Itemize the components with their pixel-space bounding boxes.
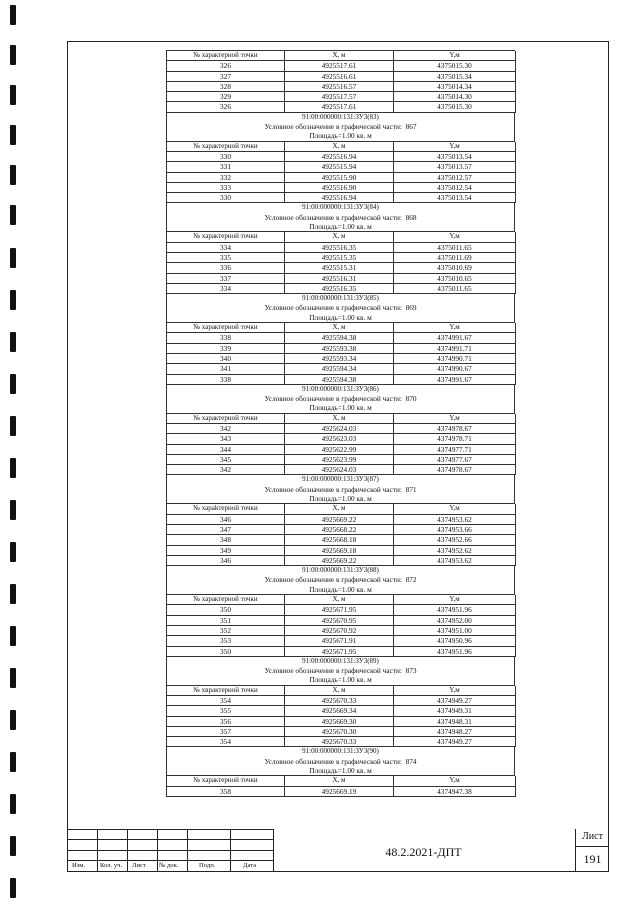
coordinates-grid	[166, 141, 515, 204]
y-coordinate: 4375015.34	[394, 72, 516, 82]
y-coordinate: 4374990.67	[394, 364, 516, 374]
x-coordinate: 4925622.99	[285, 445, 394, 455]
point-number: 342	[167, 465, 285, 475]
point-number: 349	[167, 546, 285, 556]
coordinates-grid	[166, 413, 515, 476]
header-x: X, м	[285, 142, 394, 152]
point-number: 337	[167, 274, 285, 284]
y-coordinate: 4374953.62	[394, 515, 516, 525]
binding-mark	[10, 668, 16, 688]
header-y: Y,м	[394, 414, 516, 424]
x-coordinate: 4925517.57	[285, 92, 394, 102]
condition-line	[167, 666, 514, 675]
sheet-number: 191	[583, 852, 602, 866]
x-coordinate: 4925670.30	[285, 727, 394, 737]
binding-mark	[10, 878, 16, 898]
point-number: 339	[167, 344, 285, 354]
y-coordinate: 4375013.57	[394, 162, 516, 172]
point-number: 327	[167, 72, 285, 82]
x-coordinate: 4925516.94	[285, 193, 394, 203]
x-coordinate: 4925623.03	[285, 434, 394, 444]
condition-prefix: Условное обозначение в графической части:	[264, 212, 402, 222]
condition-line	[167, 575, 514, 584]
x-coordinate: 4925669.30	[285, 717, 394, 727]
x-coordinate: 4925516.94	[285, 152, 394, 162]
section-info	[166, 475, 515, 503]
header-x: X, м	[285, 232, 394, 242]
point-number: 354	[167, 696, 285, 706]
binding-mark	[10, 626, 16, 646]
header-point: № характерной точки	[167, 142, 285, 152]
y-coordinate: 4374978.71	[394, 434, 516, 444]
binding-mark	[10, 584, 16, 604]
header-y: Y,м	[394, 323, 516, 333]
coordinates-table	[166, 50, 515, 797]
header-point: № характерной точки	[167, 232, 285, 242]
y-coordinate: 4374978.67	[394, 465, 516, 475]
point-number: 345	[167, 455, 285, 465]
y-coordinate: 4374952.66	[394, 535, 516, 545]
condition-prefix: Условное обозначение в графической части:	[264, 666, 402, 676]
coordinates-grid	[166, 775, 515, 797]
header-y: Y,м	[394, 142, 516, 152]
y-coordinate: 4374990.71	[394, 354, 516, 364]
x-coordinate: 4925669.22	[285, 556, 394, 566]
header-x: X, м	[285, 595, 394, 605]
stamp-label-sheet: Лист	[132, 862, 146, 869]
x-coordinate: 4925515.90	[285, 173, 394, 183]
header-point: № характерной точки	[167, 595, 285, 605]
header-x: X, м	[285, 776, 394, 786]
x-coordinate: 4925594.34	[285, 364, 394, 374]
stamp-label-date: Дата	[243, 862, 257, 869]
point-number: 346	[167, 515, 285, 525]
coordinates-grid	[166, 503, 515, 566]
point-number: 330	[167, 152, 285, 162]
y-coordinate: 4375014.34	[394, 82, 516, 92]
binding-mark	[10, 752, 16, 772]
y-coordinate: 4374991.67	[394, 333, 516, 343]
sheet-label: Лист	[582, 831, 603, 842]
point-number: 326	[167, 102, 285, 112]
header-y: Y,м	[394, 504, 516, 514]
y-coordinate: 4375012.57	[394, 173, 516, 183]
x-coordinate: 4925593.38	[285, 344, 394, 354]
header-x: X, м	[285, 51, 394, 61]
header-y: Y,м	[394, 232, 516, 242]
binding-mark	[10, 710, 16, 730]
y-coordinate: 4374978.67	[394, 424, 516, 434]
condition-line	[167, 485, 514, 494]
point-number: 341	[167, 364, 285, 374]
x-coordinate: 4925515.31	[285, 263, 394, 273]
area-label: Площадь=1.00 кв. м	[309, 131, 372, 141]
x-coordinate: 4925516.35	[285, 284, 394, 294]
x-coordinate: 4925594.38	[285, 333, 394, 343]
x-coordinate: 4925669.19	[285, 787, 394, 797]
coordinates-grid	[166, 231, 515, 294]
point-number: 352	[167, 626, 285, 636]
binding-mark	[10, 458, 16, 478]
x-coordinate: 4925516.57	[285, 82, 394, 92]
area-label: Площадь=1.00 кв. м	[309, 403, 372, 413]
y-coordinate: 4374951.96	[394, 605, 516, 615]
y-coordinate: 4375012.54	[394, 183, 516, 193]
header-x: X, м	[285, 686, 394, 696]
header-x: X, м	[285, 323, 394, 333]
y-coordinate: 4374952.62	[394, 546, 516, 556]
y-coordinate: 4375011.69	[394, 253, 516, 263]
condition-number: 871	[405, 484, 417, 494]
point-number: 355	[167, 706, 285, 716]
x-coordinate: 4925516.61	[285, 72, 394, 82]
area-label: Площадь=1.00 кв. м	[309, 675, 372, 685]
header-x: X, м	[285, 504, 394, 514]
header-point: № хврактерной точки	[167, 686, 285, 696]
x-coordinate: 4925671.91	[285, 636, 394, 646]
area-label: Площадь=1.00 кв. м	[309, 222, 372, 232]
header-y: Y,м	[394, 776, 516, 786]
x-coordinate: 4925671.95	[285, 647, 394, 657]
condition-line	[167, 122, 514, 131]
y-coordinate: 4375011.65	[394, 243, 516, 253]
x-coordinate: 4925668.18	[285, 535, 394, 545]
x-coordinate: 4925670.95	[285, 616, 394, 626]
y-coordinate: 4374949.27	[394, 696, 516, 706]
y-coordinate: 4374951.00	[394, 626, 516, 636]
condition-number: 870	[405, 394, 417, 404]
section-info	[166, 566, 515, 594]
y-coordinate: 4374991.67	[394, 375, 516, 385]
document-code: 48.2.2021-ДПТ	[385, 845, 462, 859]
condition-line	[167, 757, 514, 766]
condition-prefix: Условное обозначение в графической части:	[264, 394, 402, 404]
binding-mark	[10, 836, 16, 856]
cadastral-number: 91:00:000000:131:ЗУ3(83)	[302, 112, 379, 121]
point-number: 350	[167, 605, 285, 615]
header-x: X, м	[285, 414, 394, 424]
point-number: 343	[167, 434, 285, 444]
x-coordinate: 4925670.33	[285, 696, 394, 706]
binding-mark	[10, 205, 16, 225]
cadastral-number: 91:00:000000:131:ЗУ3(89)	[302, 656, 379, 665]
coordinates-grid	[166, 322, 515, 385]
x-coordinate: 4925624.03	[285, 424, 394, 434]
stamp-label-change: Изм.	[72, 862, 86, 869]
cadastral-number: 91:00:000000:131:ЗУ3(86)	[302, 384, 379, 393]
binding-mark	[10, 542, 16, 562]
y-coordinate: 4374977.67	[394, 455, 516, 465]
x-coordinate: 4925517.61	[285, 102, 394, 112]
point-number: 347	[167, 525, 285, 535]
y-coordinate: 4374953.62	[394, 556, 516, 566]
point-number: 342	[167, 424, 285, 434]
point-number: 326	[167, 61, 285, 71]
binding-mark	[10, 332, 16, 352]
point-number: 354	[167, 737, 285, 747]
x-coordinate: 4925515.94	[285, 162, 394, 172]
point-number: 353	[167, 636, 285, 646]
y-coordinate: 4375013.54	[394, 193, 516, 203]
area-label: Площадь=1.00 кв. м	[309, 766, 372, 776]
y-coordinate: 4374947.38	[394, 787, 516, 797]
point-number: 328	[167, 82, 285, 92]
y-coordinate: 4374950.96	[394, 636, 516, 646]
point-number: 332	[167, 173, 285, 183]
area-label: Площадь=1.00 кв. м	[309, 312, 372, 322]
stamp-label-count: Кол. уч.	[100, 862, 123, 869]
point-number: 334	[167, 284, 285, 294]
condition-prefix: Условное обозначение в графической части:	[264, 303, 402, 313]
stamp-label-doc: № док.	[159, 862, 179, 869]
binding-mark	[10, 500, 16, 520]
point-number: 336	[167, 263, 285, 273]
x-coordinate: 4925668.22	[285, 525, 394, 535]
condition-number: 872	[405, 575, 417, 585]
condition-prefix: Условное обозначение в графической части:	[264, 756, 402, 766]
coordinates-grid	[166, 594, 515, 657]
y-coordinate: 4374952.00	[394, 616, 516, 626]
point-number: 346	[167, 556, 285, 566]
point-number: 348	[167, 535, 285, 545]
y-coordinate: 4374991.71	[394, 344, 516, 354]
stamp-label-sign: Подп.	[199, 862, 216, 869]
area-label: Площадь=1.00 кв. м	[309, 584, 372, 594]
cadastral-number: 91:00:000000:131:ЗУ3(88)	[302, 566, 379, 575]
y-coordinate: 4375011.65	[394, 284, 516, 294]
point-number: 358	[167, 787, 285, 797]
section-info	[166, 203, 515, 231]
point-number: 334	[167, 243, 285, 253]
cadastral-number: 91:00:000000:131:ЗУ3(84)	[302, 203, 379, 212]
point-number: 344	[167, 445, 285, 455]
point-number: 351	[167, 616, 285, 626]
x-coordinate: 4925515.35	[285, 253, 394, 263]
y-coordinate: 4375015.30	[394, 102, 516, 112]
condition-prefix: Условное обозначение в графической части:	[264, 484, 402, 494]
header-point: № характерной точки	[167, 776, 285, 786]
y-coordinate: 4374949.31	[394, 706, 516, 716]
condition-number: 868	[405, 212, 417, 222]
binding-marks	[10, 0, 24, 905]
binding-mark	[10, 248, 16, 268]
condition-line	[167, 213, 514, 222]
binding-mark	[10, 794, 16, 814]
x-coordinate: 4925593.34	[285, 354, 394, 364]
cadastral-number: 91:00:000000:131:ЗУ3(85)	[302, 294, 379, 303]
point-number: 330	[167, 193, 285, 203]
condition-number: 874	[405, 756, 417, 766]
y-coordinate: 4375015.30	[394, 61, 516, 71]
x-coordinate: 4925669.22	[285, 515, 394, 525]
binding-mark	[10, 45, 16, 65]
section-info	[166, 747, 515, 775]
y-coordinate: 4374977.71	[394, 445, 516, 455]
x-coordinate: 4925594.38	[285, 375, 394, 385]
point-number: 350	[167, 647, 285, 657]
section-info	[166, 294, 515, 322]
y-coordinate: 4374948.31	[394, 717, 516, 727]
coordinates-grid	[166, 50, 515, 113]
header-y: Y,м	[394, 595, 516, 605]
header-point: № характерной точки	[167, 51, 285, 61]
point-number: 338	[167, 375, 285, 385]
condition-line	[167, 303, 514, 312]
condition-prefix: Условное обозначение в графической части:	[264, 575, 402, 585]
condition-line	[167, 394, 514, 403]
point-number: 329	[167, 92, 285, 102]
x-coordinate: 4925670.92	[285, 626, 394, 636]
section-info	[166, 657, 515, 685]
point-number: 356	[167, 717, 285, 727]
binding-mark	[10, 5, 16, 25]
point-number: 335	[167, 253, 285, 263]
y-coordinate: 4375010.65	[394, 274, 516, 284]
header-y: Y,м	[394, 51, 516, 61]
x-coordinate: 4925623.99	[285, 455, 394, 465]
point-number: 331	[167, 162, 285, 172]
x-coordinate: 4925669.34	[285, 706, 394, 716]
point-number: 338	[167, 333, 285, 343]
y-coordinate: 4374953.66	[394, 525, 516, 535]
x-coordinate: 4925516.90	[285, 183, 394, 193]
point-number: 340	[167, 354, 285, 364]
y-coordinate: 4374948.27	[394, 727, 516, 737]
y-coordinate: 4375014.30	[394, 92, 516, 102]
area-label: Площадь=1.00 кв. м	[309, 494, 372, 504]
binding-mark	[10, 374, 16, 394]
y-coordinate: 4374949.27	[394, 737, 516, 747]
y-coordinate: 4374951.96	[394, 647, 516, 657]
section-info	[166, 385, 515, 413]
binding-mark	[10, 125, 16, 145]
x-coordinate: 4925624.03	[285, 465, 394, 475]
y-coordinate: 4375010.69	[394, 263, 516, 273]
point-number: 333	[167, 183, 285, 193]
binding-mark	[10, 416, 16, 436]
point-number: 357	[167, 727, 285, 737]
header-point: № хараkтерной точки	[167, 504, 285, 514]
x-coordinate: 4925516.35	[285, 243, 394, 253]
x-coordinate: 4925669.18	[285, 546, 394, 556]
condition-number: 873	[405, 666, 417, 676]
x-coordinate: 4925516.31	[285, 274, 394, 284]
coordinates-grid	[166, 685, 515, 748]
x-coordinate: 4925670.33	[285, 737, 394, 747]
header-point: № характерной точки	[167, 414, 285, 424]
y-coordinate: 4375013.54	[394, 152, 516, 162]
condition-prefix: Условное обозначение в графической части:	[264, 122, 402, 132]
binding-mark	[10, 290, 16, 310]
condition-number: 867	[405, 122, 417, 132]
x-coordinate: 4925517.61	[285, 61, 394, 71]
x-coordinate: 4925671.95	[285, 605, 394, 615]
header-point: № характерной точки	[167, 323, 285, 333]
condition-number: 869	[405, 303, 417, 313]
cadastral-number: 91:00:000000:131:ЗУ3(87)	[302, 475, 379, 484]
header-y: Y,м	[394, 686, 516, 696]
binding-mark	[10, 85, 16, 105]
binding-mark	[10, 165, 16, 185]
section-info	[166, 113, 515, 141]
cadastral-number: 91:00:000000:131:ЗУ3(90)	[302, 747, 379, 756]
